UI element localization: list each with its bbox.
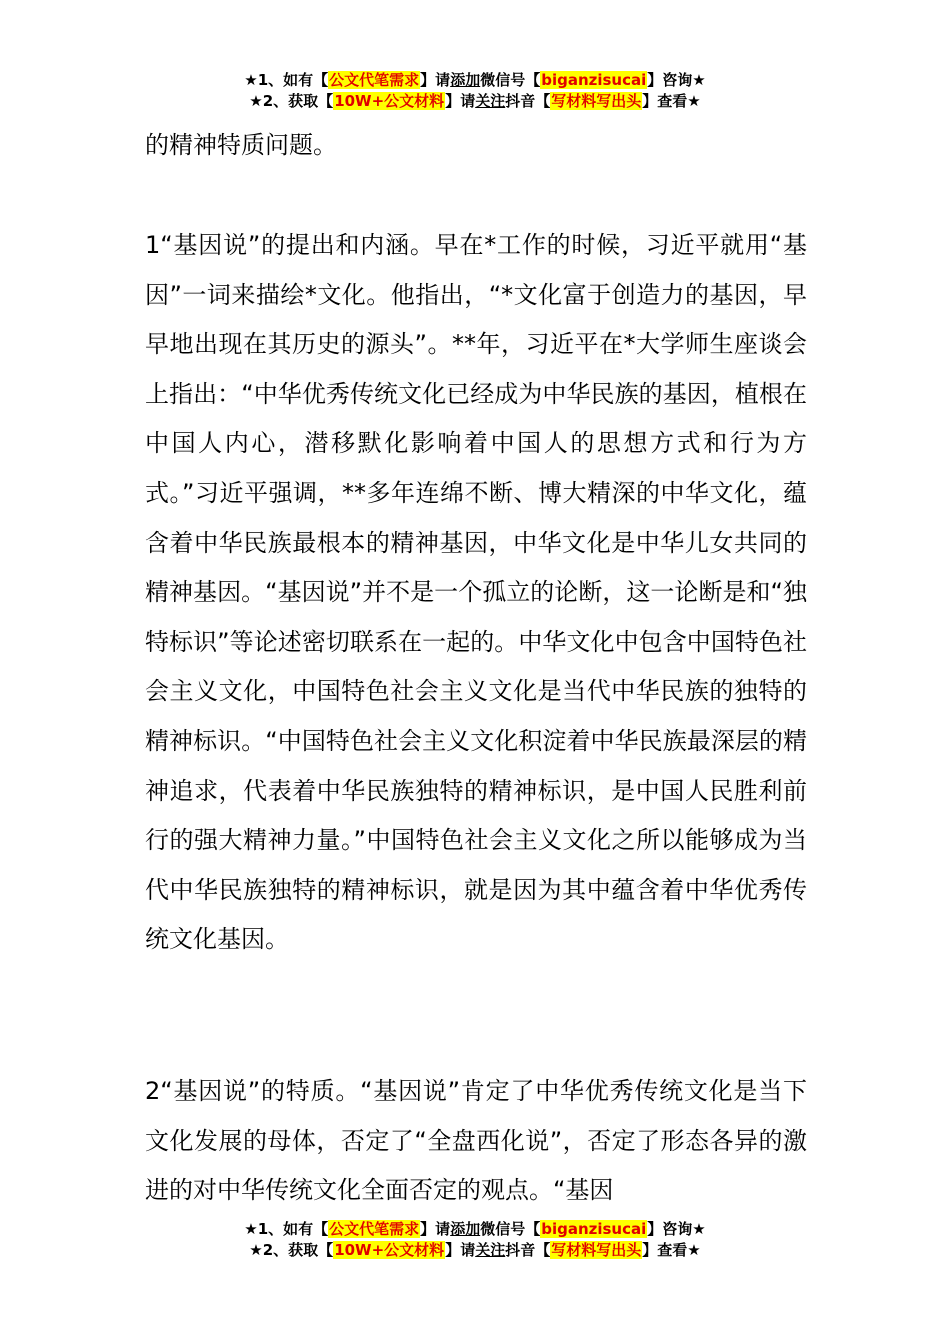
banner-text: 】咨询★ [647, 1220, 706, 1238]
banner-line-2 [0, 91, 950, 112]
banner-line-2 [0, 1240, 950, 1261]
banner-text: ★2、获取【 [249, 1241, 334, 1259]
banner-text: ★2、获取【 [249, 92, 334, 110]
banner-line-1 [0, 1219, 950, 1240]
banner-text: 】请 [445, 1241, 476, 1259]
banner-text: 抖音【 [505, 92, 551, 110]
document-section-1 [145, 221, 807, 965]
banner-highlight: 10W+公文材料 [334, 1241, 445, 1259]
header-banner [0, 70, 950, 112]
douyin-id-highlight: 写材料写出头 [551, 92, 642, 110]
wechat-id-highlight: biganzisucai [541, 1220, 647, 1238]
document-body-continued [145, 121, 807, 171]
banner-underline: 添加 [450, 71, 481, 89]
banner-highlight: 公文代笔需求 [329, 71, 420, 89]
paragraph-continuation: 的精神特质问题。 [145, 131, 337, 159]
banner-text: ★1、如有【 [244, 1220, 329, 1238]
banner-highlight: 10W+公文材料 [334, 92, 445, 110]
banner-text: 抖音【 [505, 1241, 551, 1259]
paragraph-gene-theory-origin: 1“基因说”的提出和内涵。早在*工作的时候，习近平就用“基因”一词来描绘*文化。他指出，“*文化富于创造力的基因，早早地出现在其历史的源头”。**年，习近平在*大学师生座谈会上指出：“中华优秀传统文化已经成为中华民族的基因，植根在中国人内心，潜移默化影响着中国人的思想方式和行为方式。”习近平强调，**多年连绵不断、博大精深的中华文化，蕴含着中华民族最根本的精神基因，中华文化是中华儿女共同的精神基因。“基因说”并不是一个孤立的论断，这一论断是和“独特标识”等论述密切联系在一起的。中华文化中包含中国特色社会主义文化，中国特色社会主义文化是当代中华民族的独特的精神标识。“中国特色社会主义文化积淀着中华民族最深层的精神追求，代表着中华民族独特的精神标识，是中国人民胜利前行的强大精神力量。”中国特色社会主义文化之所以能够成为当代中华民族独特的精神标识，就是因为其中蕴含着中华优秀传统文化基因。 [145, 231, 807, 954]
paragraph-gene-theory-traits: 2“基因说”的特质。“基因说”肯定了中华优秀传统文化是当下文化发展的母体，否定了“全盘西化说”，否定了形态各异的激进的对中华传统文化全面否定的观点。“基因 [145, 1077, 807, 1205]
douyin-id-highlight: 写材料写出头 [551, 1241, 642, 1259]
banner-text: 】请 [420, 1220, 451, 1238]
banner-text: 】查看★ [642, 1241, 701, 1259]
banner-line-1 [0, 70, 950, 91]
banner-text: 】咨询★ [647, 71, 706, 89]
banner-text: 微信号【 [480, 1220, 541, 1238]
banner-text: ★1、如有【 [244, 71, 329, 89]
banner-text: 微信号【 [480, 71, 541, 89]
banner-underline: 关注 [475, 1241, 506, 1259]
banner-text: 】请 [420, 71, 451, 89]
banner-text: 】请 [445, 92, 476, 110]
banner-text: 】查看★ [642, 92, 701, 110]
wechat-id-highlight: biganzisucai [541, 71, 647, 89]
document-section-2 [145, 1067, 807, 1216]
banner-highlight: 公文代笔需求 [329, 1220, 420, 1238]
footer-banner [0, 1219, 950, 1261]
banner-underline: 添加 [450, 1220, 481, 1238]
banner-underline: 关注 [475, 92, 506, 110]
